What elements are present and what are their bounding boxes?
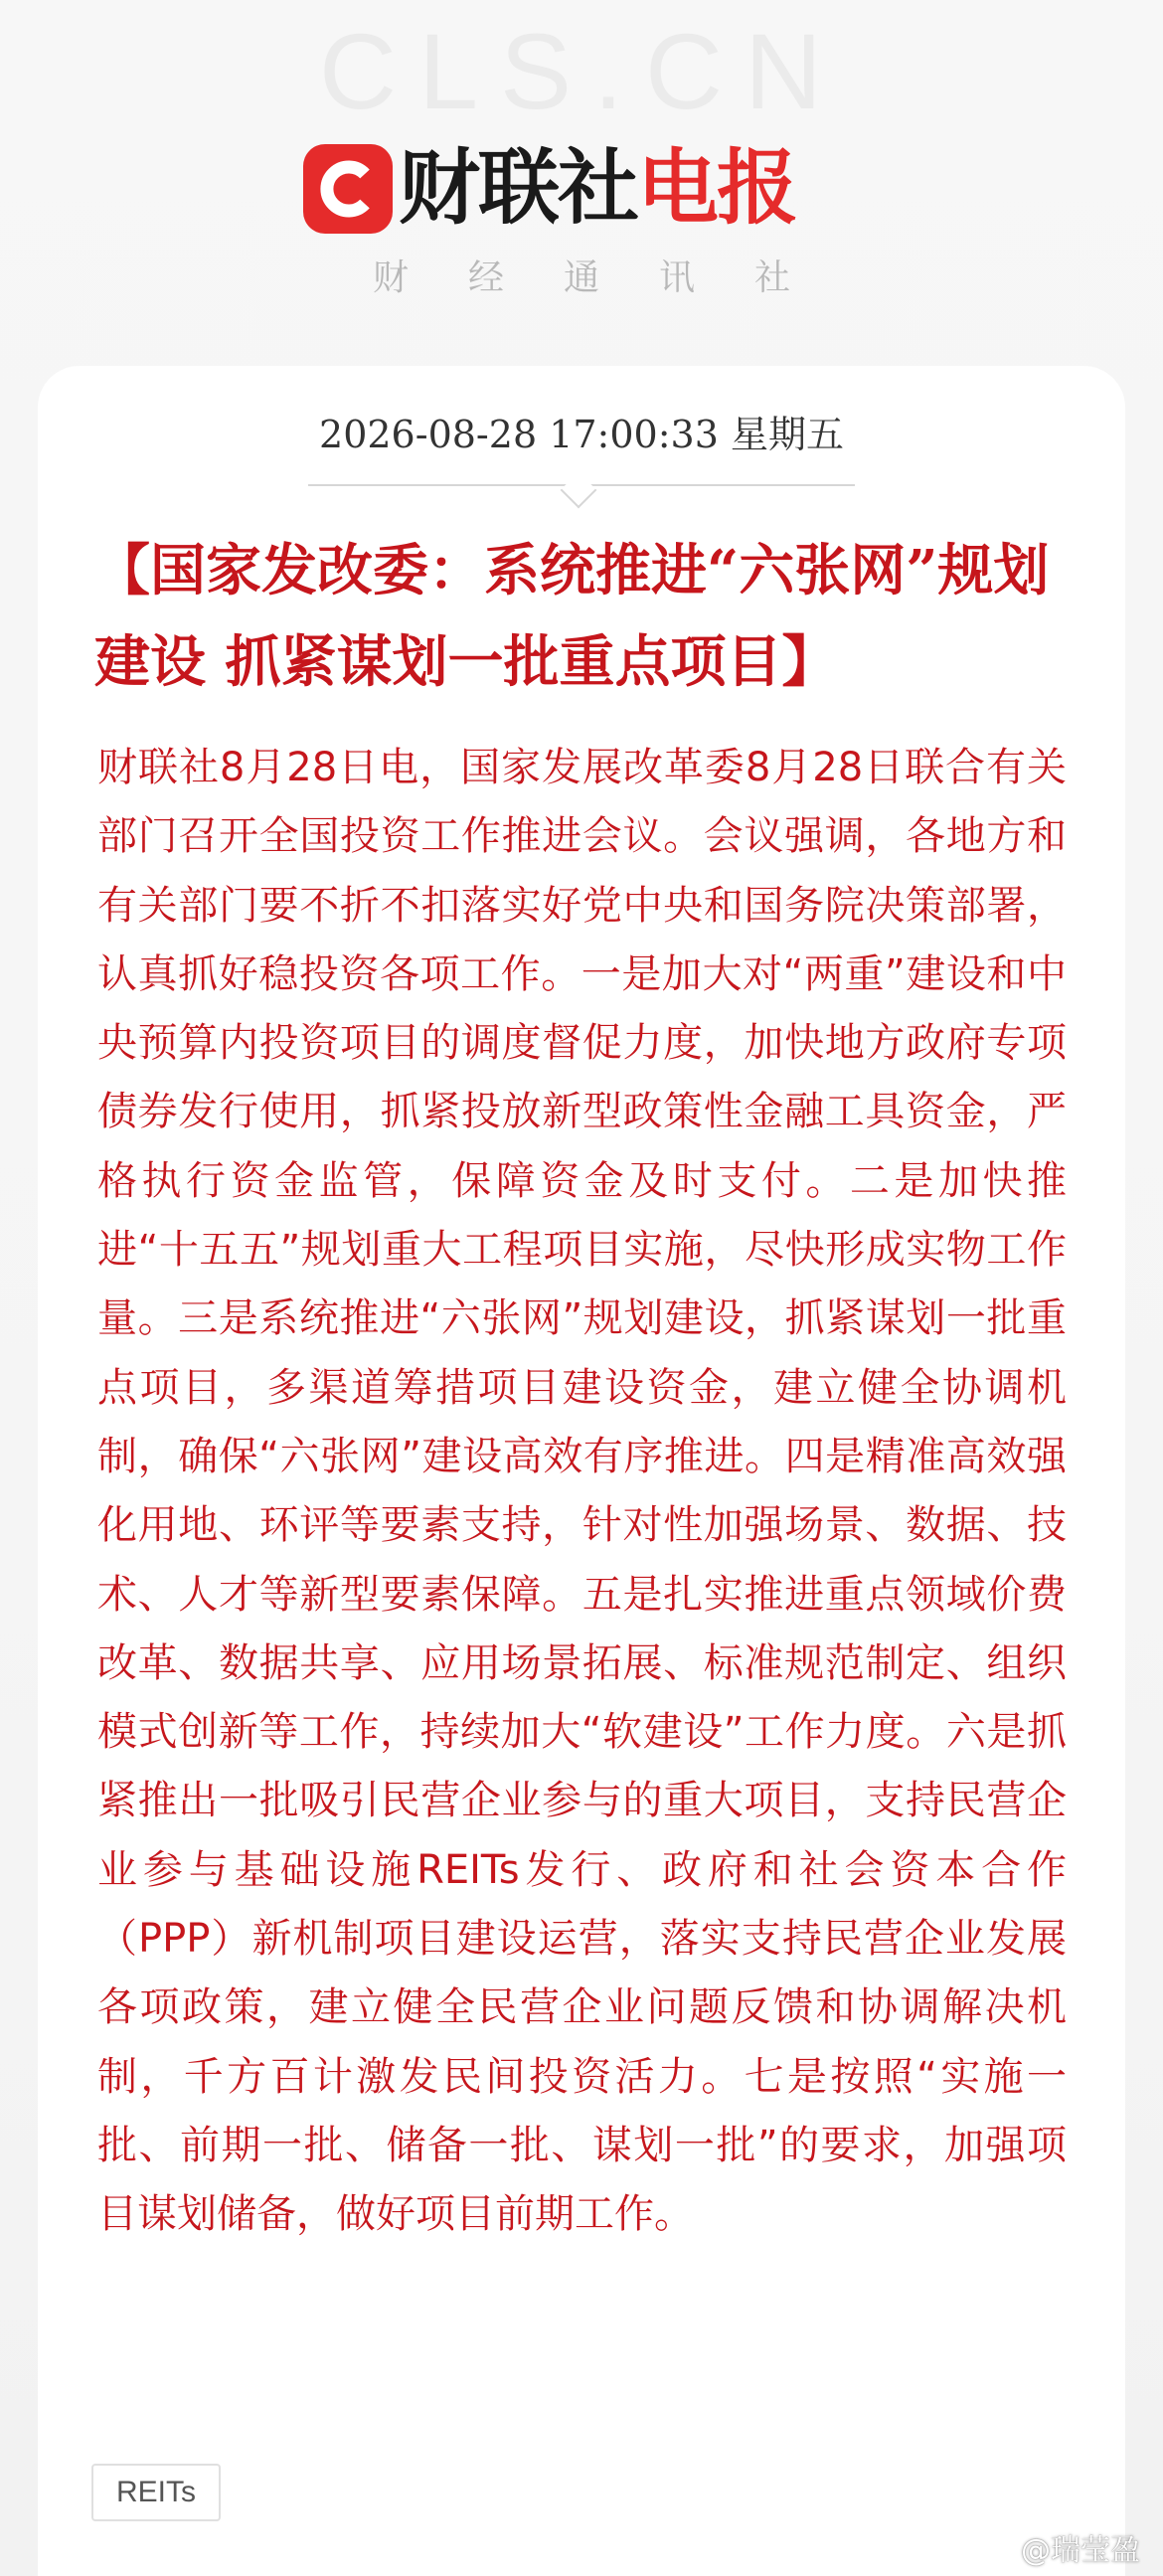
weibo-watermark — [979, 2525, 1140, 2569]
article-datetime: 2026-08-28 17:00:33 星期五 — [319, 413, 844, 456]
article-body: 财联社8月28日电，国家发展改革委8月28日联合有关部门召开全国投资工作推进会议。会议强调，各地方和有关部门要不折不扣落实好党中央和国务院决策部署，认真抓好稳投资各项工作。一是加大对“两重”建设和中央预算内投资项目的调度督促力度，加快地方政府专项债券发行使用，抓紧投放新型政策性金融工具资金，严格执行资金监管，保障资金及时支付。二是加快推进“十五五”规划重大工程项目实施，尽快形成实物工作量。三是系统推进“六张网”规划建设，抓紧谋划一批重点项目，多渠道筹措项目建设资金，建立健全协调机制，确保“六张网”建设高效有序推进。四是精准高效强化用地、环评等要素支持，针对性加强场景、数据、技术、人才等新型要素保障。五是扎实推进重点领域价费改革、数据共享、应用场景拓展、标准规范制定、组织模式创新等工作，持续加大“软建设”工作力度。六是抓紧推出一批吸引民营企业参与的重大项目，支持民营企业参与基础设施REITs发行、政府和社会资本合作（PPP）新机制项目建设运营，落实支持民营企业发展各项政策，建立健全民营企业问题反馈和协调解决机制，千方百计激发民间投资活力。七是按照“实施一批、前期一批、储备一批、谋划一批”的要求，加强项目谋划储备，做好项目前期工作。 — [97, 745, 1067, 2238]
brand-name: 财联社 — [399, 141, 638, 236]
tag-reits[interactable]: REITs — [91, 2464, 221, 2521]
brand-tagline: 财经通讯社 — [372, 258, 850, 298]
brand-logo — [303, 139, 796, 239]
weibo-username: @瑞莹盈 — [1021, 2533, 1140, 2568]
cls-logo-icon — [303, 144, 393, 234]
cls-watermark: CLS.CN — [318, 11, 845, 131]
weibo-icon — [979, 2532, 1015, 2562]
brand-name-highlight: 电报 — [637, 141, 797, 236]
article-headline: 【国家发改委：系统推进“六张网”规划建设 抓紧谋划一批重点项目】 — [94, 538, 1050, 695]
